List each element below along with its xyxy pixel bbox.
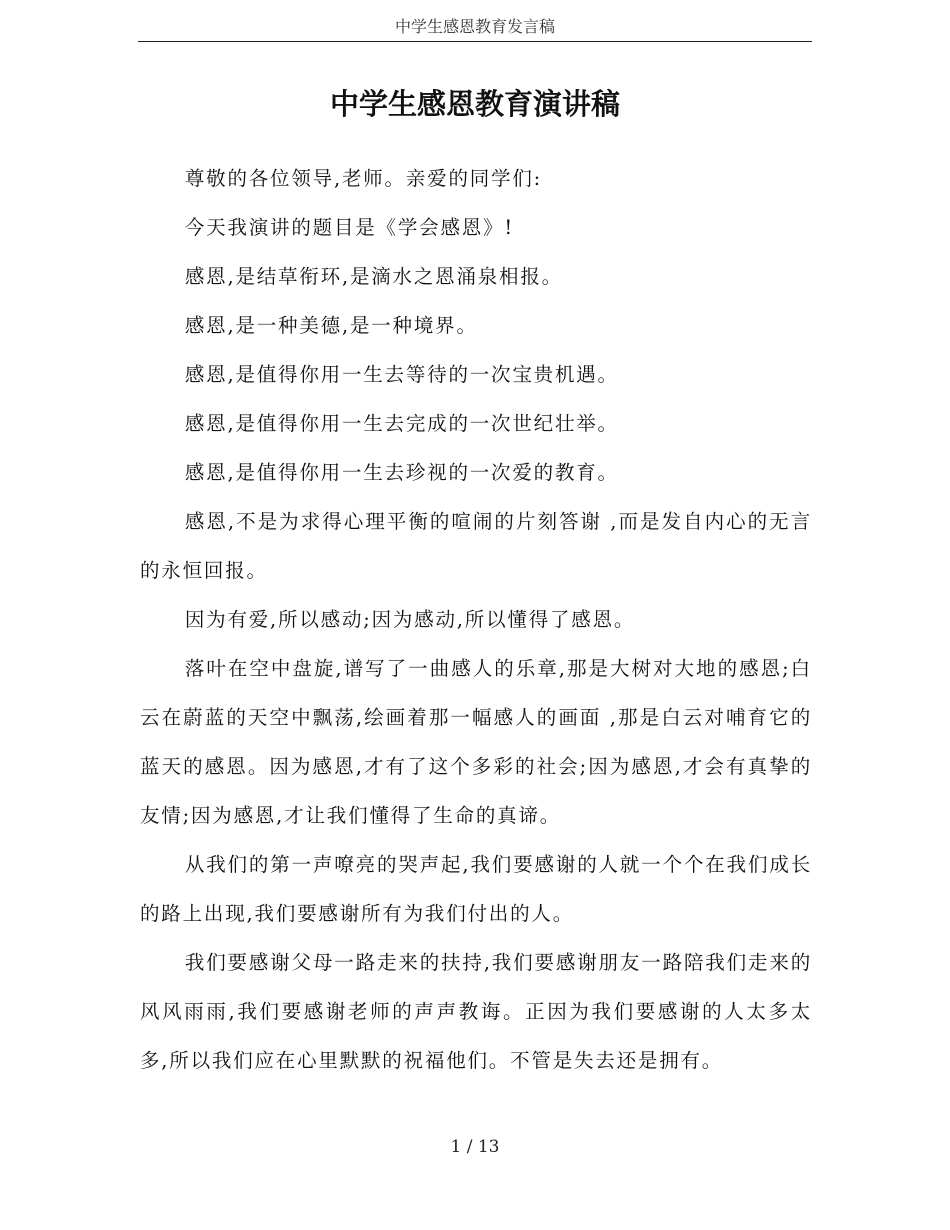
paragraph-greeting: 尊敬的各位领导,老师。亲爱的同学们: <box>184 167 543 190</box>
running-header <box>138 14 812 42</box>
paragraph: 感恩,是结草衔环,是滴水之恩涌泉相报。 <box>184 265 563 288</box>
paragraph: 感恩,是一种美德,是一种境界。 <box>184 314 478 337</box>
page-number: 1 / 13 <box>450 1137 500 1157</box>
paragraph: 从我们的第一声嘹亮的哭声起,我们要感谢的人就一个个在我们成长的路上出现,我们要感谢所有为我们付出的人。 <box>140 853 812 925</box>
paragraph: 今天我演讲的题目是《学会感恩》! <box>184 216 514 239</box>
paragraph: 因为有爱,所以感动;因为感动,所以懂得了感恩。 <box>184 608 636 631</box>
paragraph: 感恩,是值得你用一生去完成的一次世纪壮举。 <box>184 412 619 435</box>
paragraph: 落叶在空中盘旋,谱写了一曲感人的乐章,那是大树对大地的感恩;白云在蔚蓝的天空中飘荡,绘画着那一幅感人的画面 ,那是白云对哺育它的蓝天的感恩。因为感恩,才有了这个多彩的社会;因为感恩,才会有真挚的友情;因为感恩,才让我们懂得了生命的真谛。 <box>140 657 812 827</box>
paragraph: 感恩,不是为求得心理平衡的喧闹的片刻答谢 ,而是发自内心的无言的永恒回报。 <box>140 510 812 582</box>
paragraph: 我们要感谢父母一路走来的扶持,我们要感谢朋友一路陪我们走来的风风雨雨,我们要感谢老师的声声教诲。正因为我们要感谢的人太多太多,所以我们应在心里默默的祝福他们。不管是失去还是拥有。 <box>140 951 812 1072</box>
paragraph: 感恩,是值得你用一生去等待的一次宝贵机遇。 <box>184 363 619 386</box>
document-title: 中学生感恩教育演讲稿 <box>329 87 620 121</box>
paragraph: 感恩,是值得你用一生去珍视的一次爱的教育。 <box>184 461 619 484</box>
running-header-title: 中学生感恩教育发言稿 <box>394 17 555 36</box>
document-body <box>140 154 812 1085</box>
